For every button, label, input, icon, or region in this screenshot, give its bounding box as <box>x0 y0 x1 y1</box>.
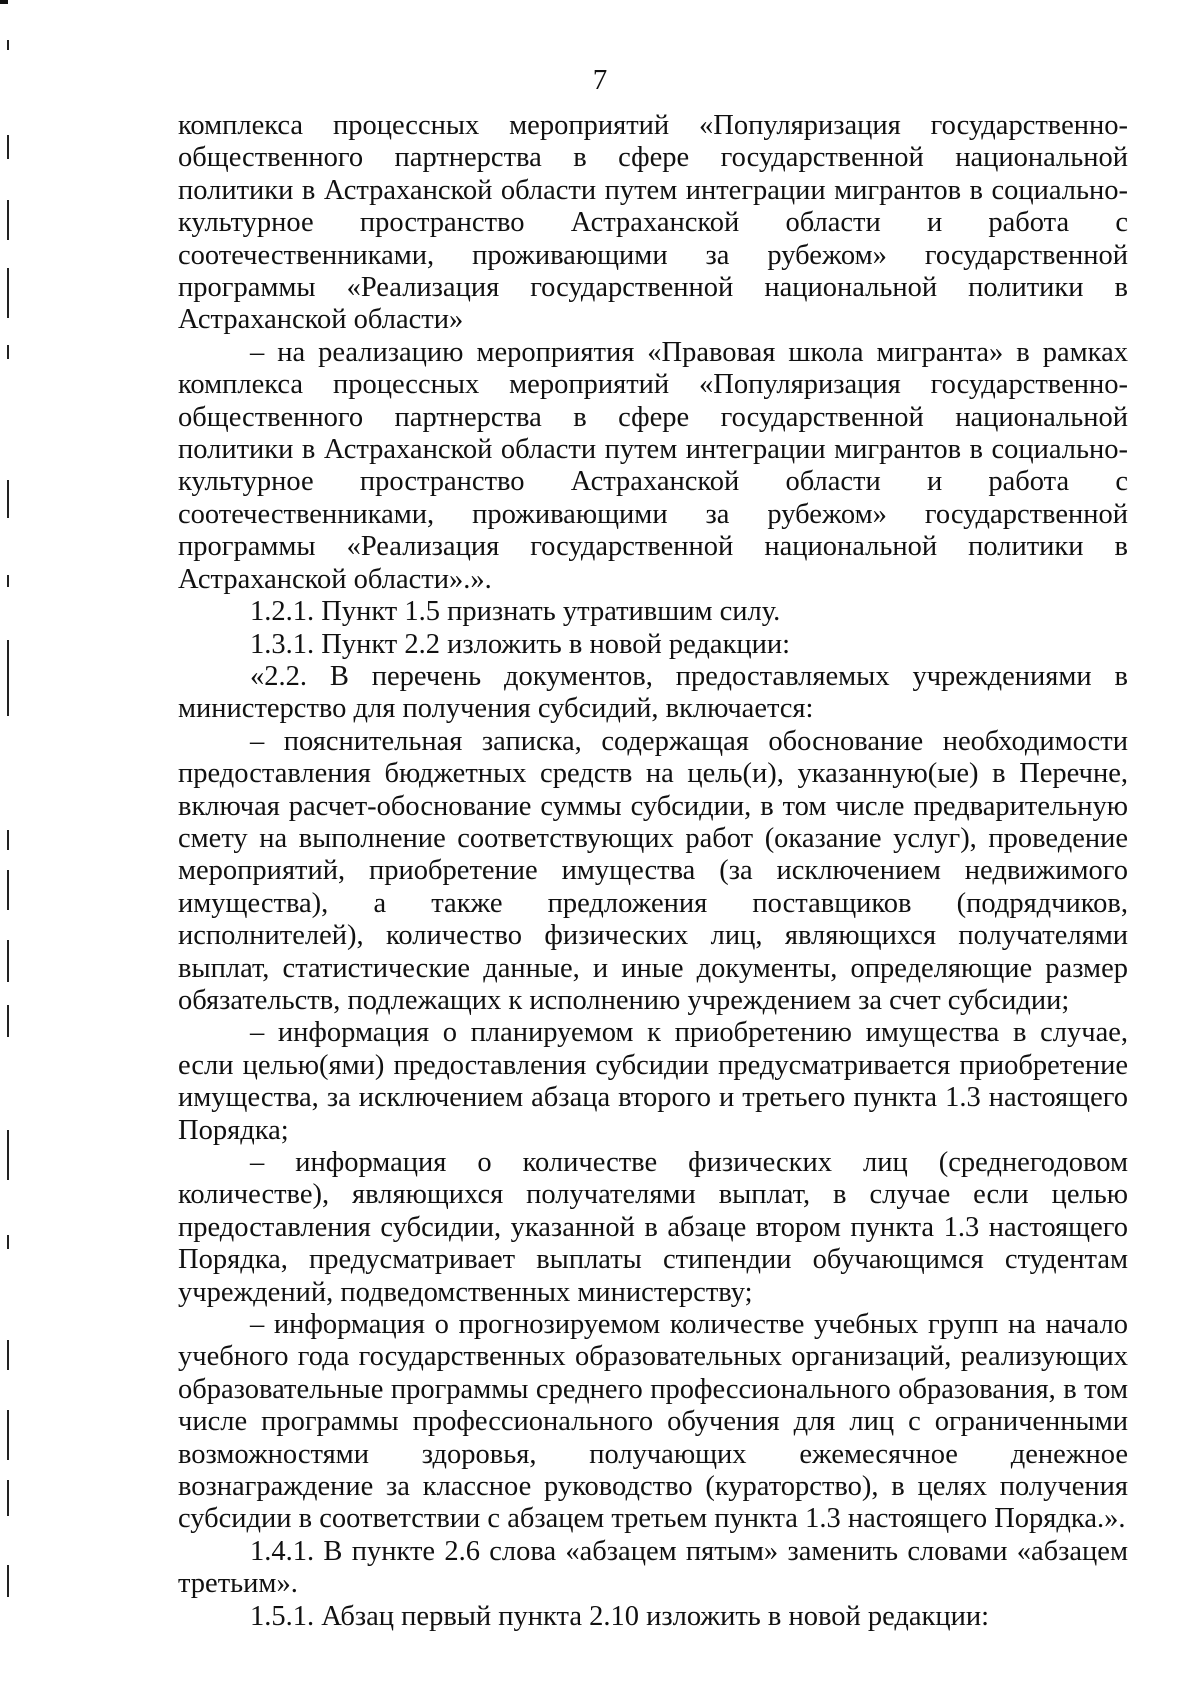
scan-edge-mark <box>7 1005 9 1037</box>
scan-edge-mark <box>7 830 9 850</box>
page-number: 7 <box>592 64 608 96</box>
paragraph: – информация о количестве физических лиц (среднегодовом количестве), являющихся получателями выплат, в случае если целью предоставления субсидии, указанной в абзаце втором пункта 1.3 настоящего Порядка, предусматривает выплаты стипендии обучающимся студентам учреждений, подведомственных министерству; <box>178 1147 1128 1308</box>
paragraph: – пояснительная записка, содержащая обоснование необходимости предоставления бюджетных средств на цель(и), указанную(ые) в Перечне, включая расчет-обоснование суммы субсидии, в том числе предварительную смету на выполнение соответствующих работ (оказание услуг), проведение мероприятий, приобретение имущества (за исключением недвижимого имущества), а также предложения поставщиков (подрядчиков, исполнителей), количество физических лиц, являющихся получателями выплат, статистические данные, и иные документы, определяющие размер обязательств, подлежащих к исполнению учреждением за счет субсидии; <box>178 725 1128 1016</box>
scan-edge-mark <box>7 1480 9 1516</box>
paragraph: – на реализацию мероприятия «Правовая школа мигранта» в рамках комплекса процессных мероприятий «Популяризация государственно-общественного партнерства в сфере государственной национальной политики в Астраханской области путем интеграции мигрантов в социально-культурное пространство Астраханской области и работа с соотечественниками, проживающими за рубежом» государственной программы «Реализация государственной национальной политики в Астраханской области».». <box>178 336 1128 595</box>
paragraph: комплекса процессных мероприятий «Популяризация государственно-общественного партнерства в сфере государственной национальной политики в Астраханской области путем интеграции мигрантов в социально-культурное пространство Астраханской области и работа с соотечественниками, проживающими за рубежом» государственной программы «Реализация государственной национальной политики в Астраханской области» <box>178 110 1128 336</box>
scan-edge-mark <box>7 480 9 518</box>
scan-edge-mark <box>7 40 9 50</box>
paragraph: 1.2.1. Пункт 1.5 признать утратившим силу. <box>250 596 781 628</box>
scan-edge-mark <box>7 268 9 318</box>
paragraph: 1.3.1. Пункт 2.2 изложить в новой редакции: <box>250 628 791 660</box>
scan-edge-mark <box>7 1410 9 1460</box>
scan-edge-mark <box>7 1565 9 1597</box>
scan-edge-mark <box>7 640 9 716</box>
scan-edge-mark <box>7 575 9 587</box>
paragraph: – информация о прогнозируемом количестве учебных групп на начало учебного года государственных образовательных организаций, реализующих образовательные программы среднего профессионального образования, в том числе программы профессионального обучения для лиц с ограниченными возможностями здоровья, получающих ежемесячное денежное вознаграждение за классное руководство (кураторство), в целях получения субсидии в соответствии с абзацем третьем пункта 1.3 настоящего Порядка.». <box>178 1309 1128 1535</box>
scan-edge-mark <box>7 940 9 982</box>
paragraph: 1.4.1. В пункте 2.6 слова «абзацем пятым» заменить словами «абзацем третьим». <box>178 1535 1128 1600</box>
scan-edge-mark <box>7 1235 9 1249</box>
paragraph: «2.2. В перечень документов, предоставляемых учреждениями в министерство для получения субсидий, включается: <box>178 660 1128 725</box>
scan-edge-mark <box>7 870 9 910</box>
scan-edge-mark <box>7 345 9 359</box>
paragraph: – информация о планируемом к приобретению имущества в случае, если целью(ями) предоставления субсидии предусматривается приобретение имущества, за исключением абзаца второго и третьего пункта 1.3 настоящего Порядка; <box>178 1017 1128 1146</box>
scan-edge-mark <box>7 135 9 159</box>
document-body <box>178 110 1128 1633</box>
scan-edge-mark <box>7 200 9 240</box>
scan-edge-mark <box>7 1130 9 1180</box>
scan-corner-mark <box>0 0 8 4</box>
scan-edge-mark <box>7 1340 9 1370</box>
paragraph: 1.5.1. Абзац первый пункта 2.10 изложить в новой редакции: <box>250 1600 990 1632</box>
